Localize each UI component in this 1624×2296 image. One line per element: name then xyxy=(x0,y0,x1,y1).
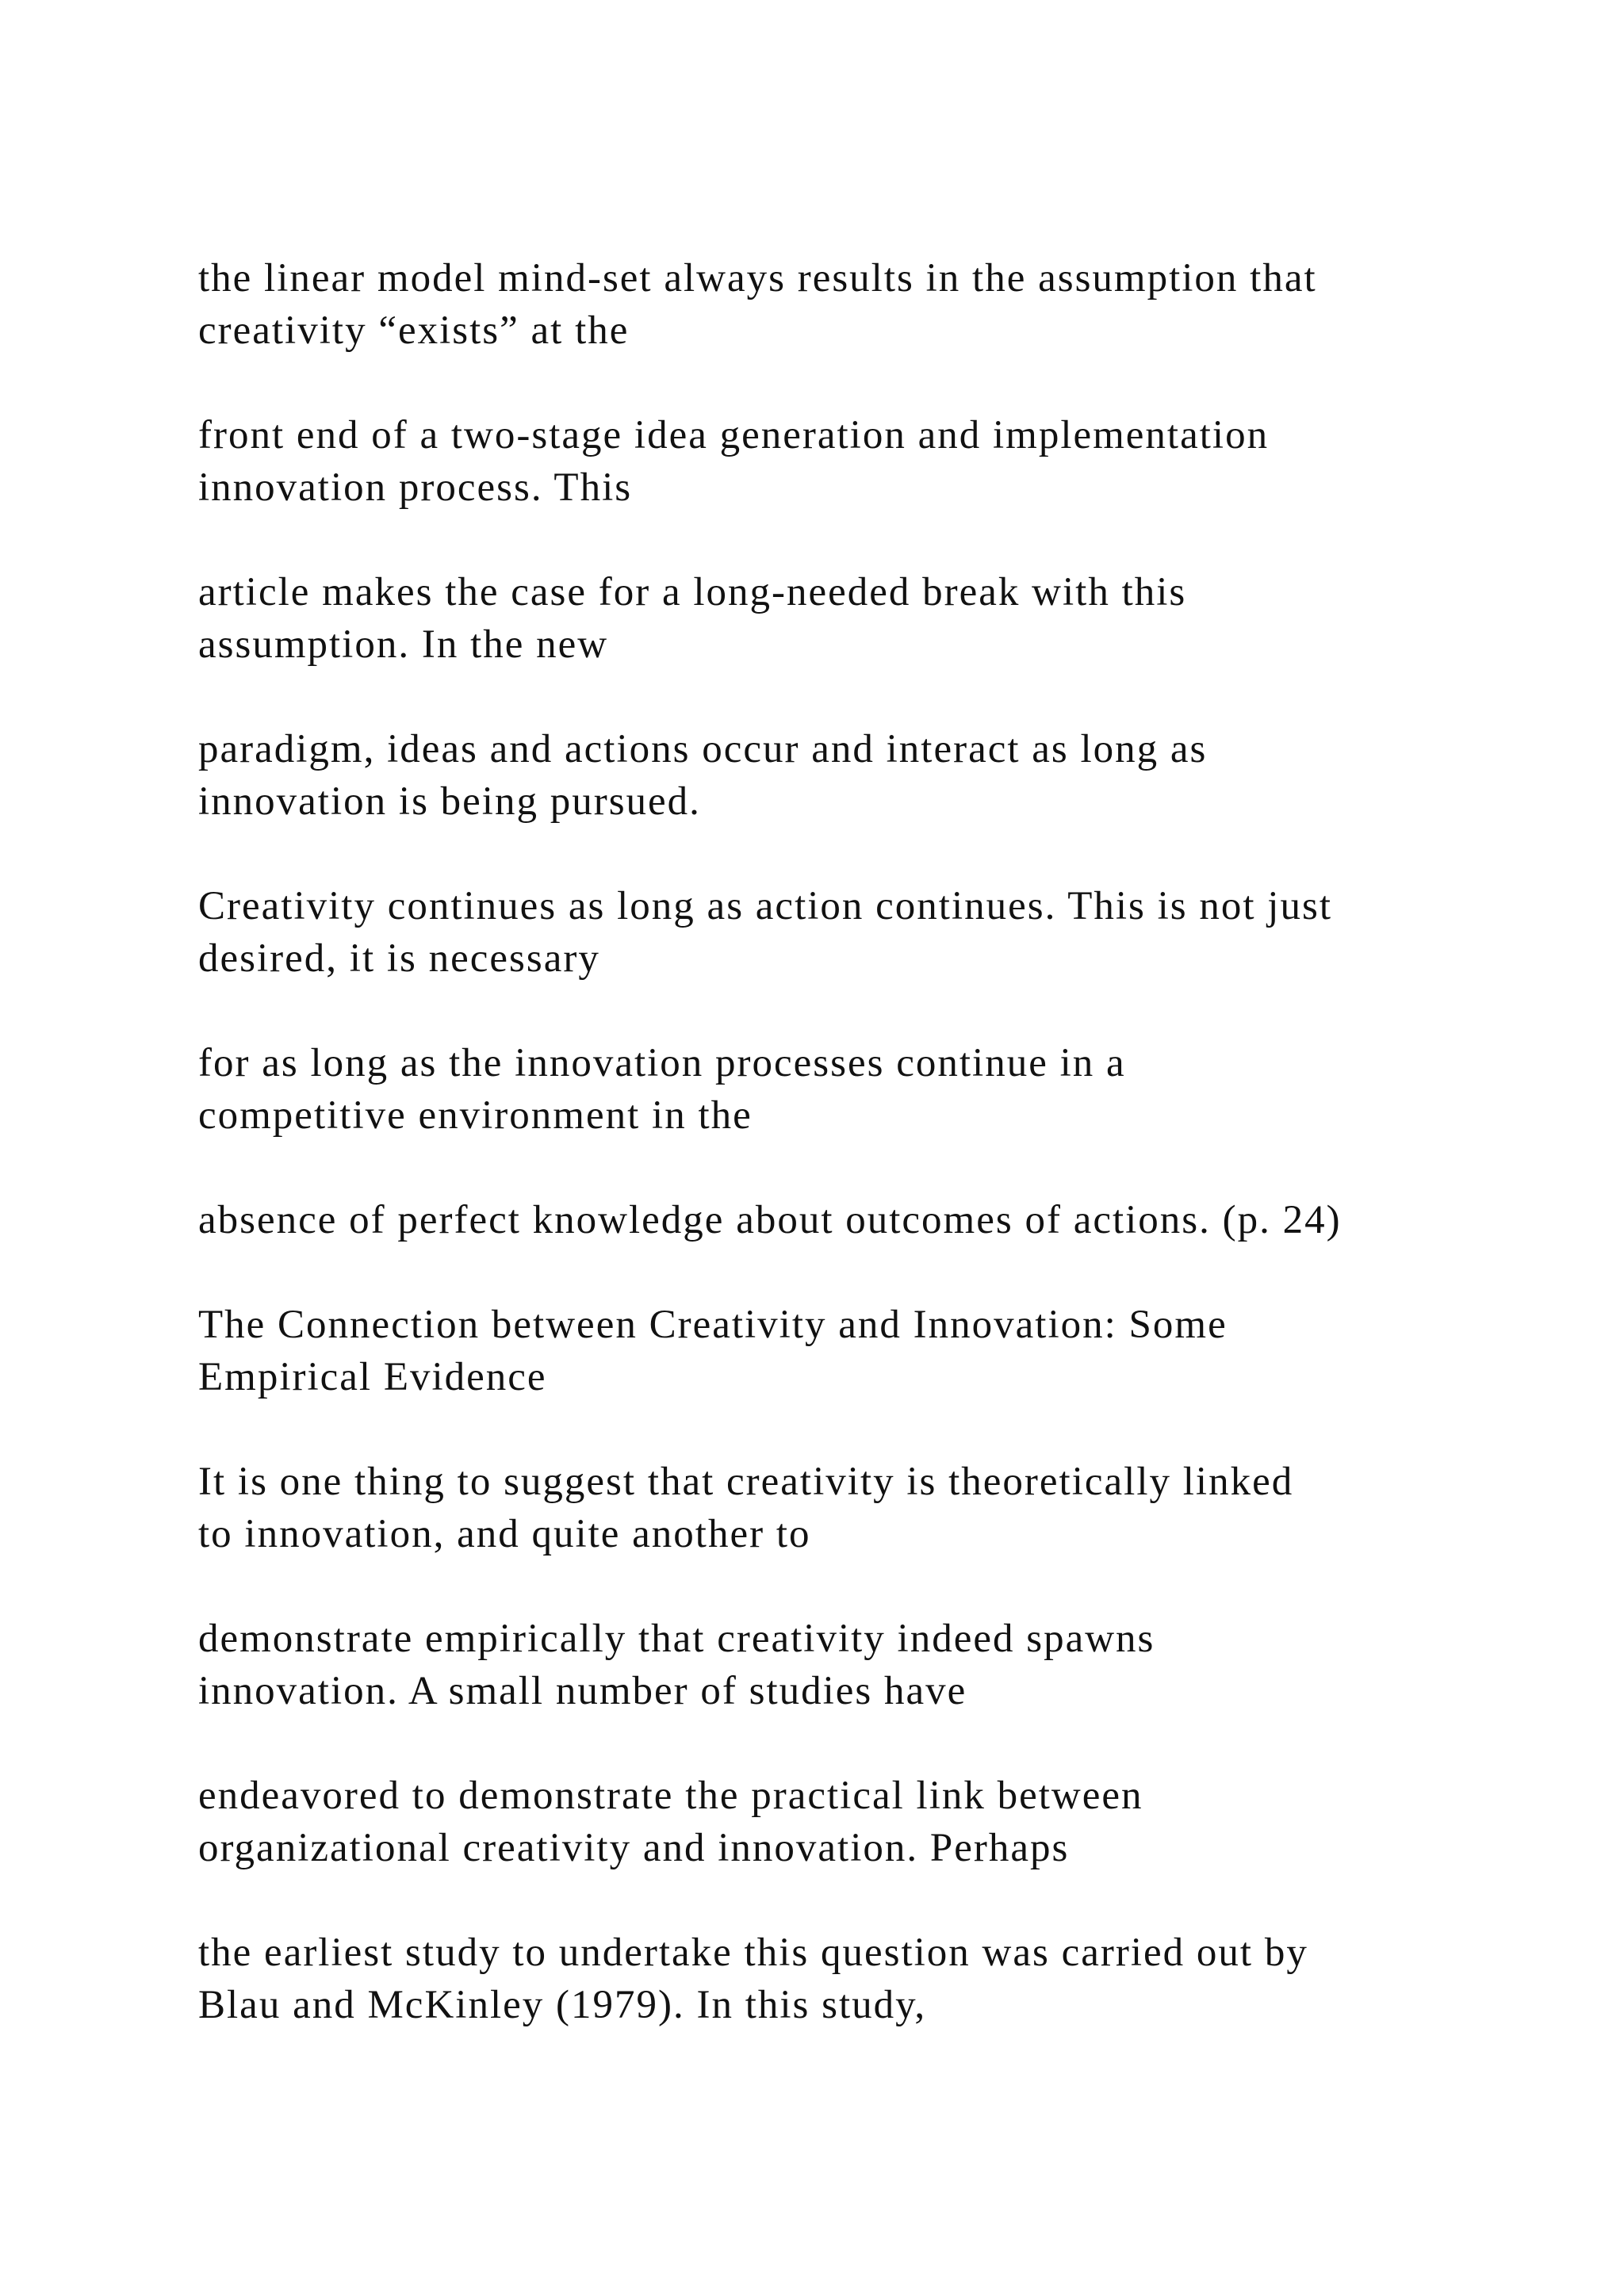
text-line: demonstrate empirically that creativity indeed spawns xyxy=(198,1617,1155,1661)
text-line: the earliest study to undertake this question was carried out by xyxy=(198,1931,1308,1975)
text-line: creativity “exists” at the xyxy=(198,308,630,353)
text-line: competitive environment in the xyxy=(198,1093,753,1138)
text-line: absence of perfect knowledge about outcomes of actions. (p. 24) xyxy=(198,1198,1342,1242)
section-heading xyxy=(198,1299,1499,1403)
text-line: organizational creativity and innovation. Perhaps xyxy=(198,1826,1070,1870)
text-line: Creativity continues as long as action continues. This is not just xyxy=(198,884,1332,928)
text-line: paradigm, ideas and actions occur and interact as long as xyxy=(198,727,1208,771)
paragraph xyxy=(198,1613,1499,1717)
body-text xyxy=(198,252,1499,2084)
text-line: innovation process. This xyxy=(198,465,633,510)
text-line: for as long as the innovation processes continue in a xyxy=(198,1041,1126,1085)
text-line: It is one thing to suggest that creativity is theoretically linked xyxy=(198,1460,1294,1504)
paragraph xyxy=(198,1037,1499,1142)
text-line: innovation. A small number of studies have xyxy=(198,1669,967,1713)
paragraph xyxy=(198,1194,1499,1246)
text-line: article makes the case for a long-needed break with this xyxy=(198,570,1187,614)
paragraph xyxy=(198,1770,1499,1874)
paragraph xyxy=(198,409,1499,514)
paragraph xyxy=(198,723,1499,828)
text-line: innovation is being pursued. xyxy=(198,779,701,824)
paragraph xyxy=(198,566,1499,671)
text-line: front end of a two-stage idea generation and implementation xyxy=(198,413,1270,457)
text-line: Blau and McKinley (1979). In this study, xyxy=(198,1983,927,2027)
text-line: to innovation, and quite another to xyxy=(198,1512,811,1556)
paragraph xyxy=(198,1927,1499,2031)
text-line: desired, it is necessary xyxy=(198,936,600,981)
text-line: The Connection between Creativity and Innovation: Some xyxy=(198,1303,1228,1347)
text-line: Empirical Evidence xyxy=(198,1355,547,1399)
paragraph xyxy=(198,1456,1499,1560)
text-line: the linear model mind-set always results in the assumption that xyxy=(198,256,1317,300)
text-line: endeavored to demonstrate the practical link between xyxy=(198,1774,1143,1818)
paragraph xyxy=(198,880,1499,985)
text-line: assumption. In the new xyxy=(198,622,609,667)
paragraph xyxy=(198,252,1499,357)
